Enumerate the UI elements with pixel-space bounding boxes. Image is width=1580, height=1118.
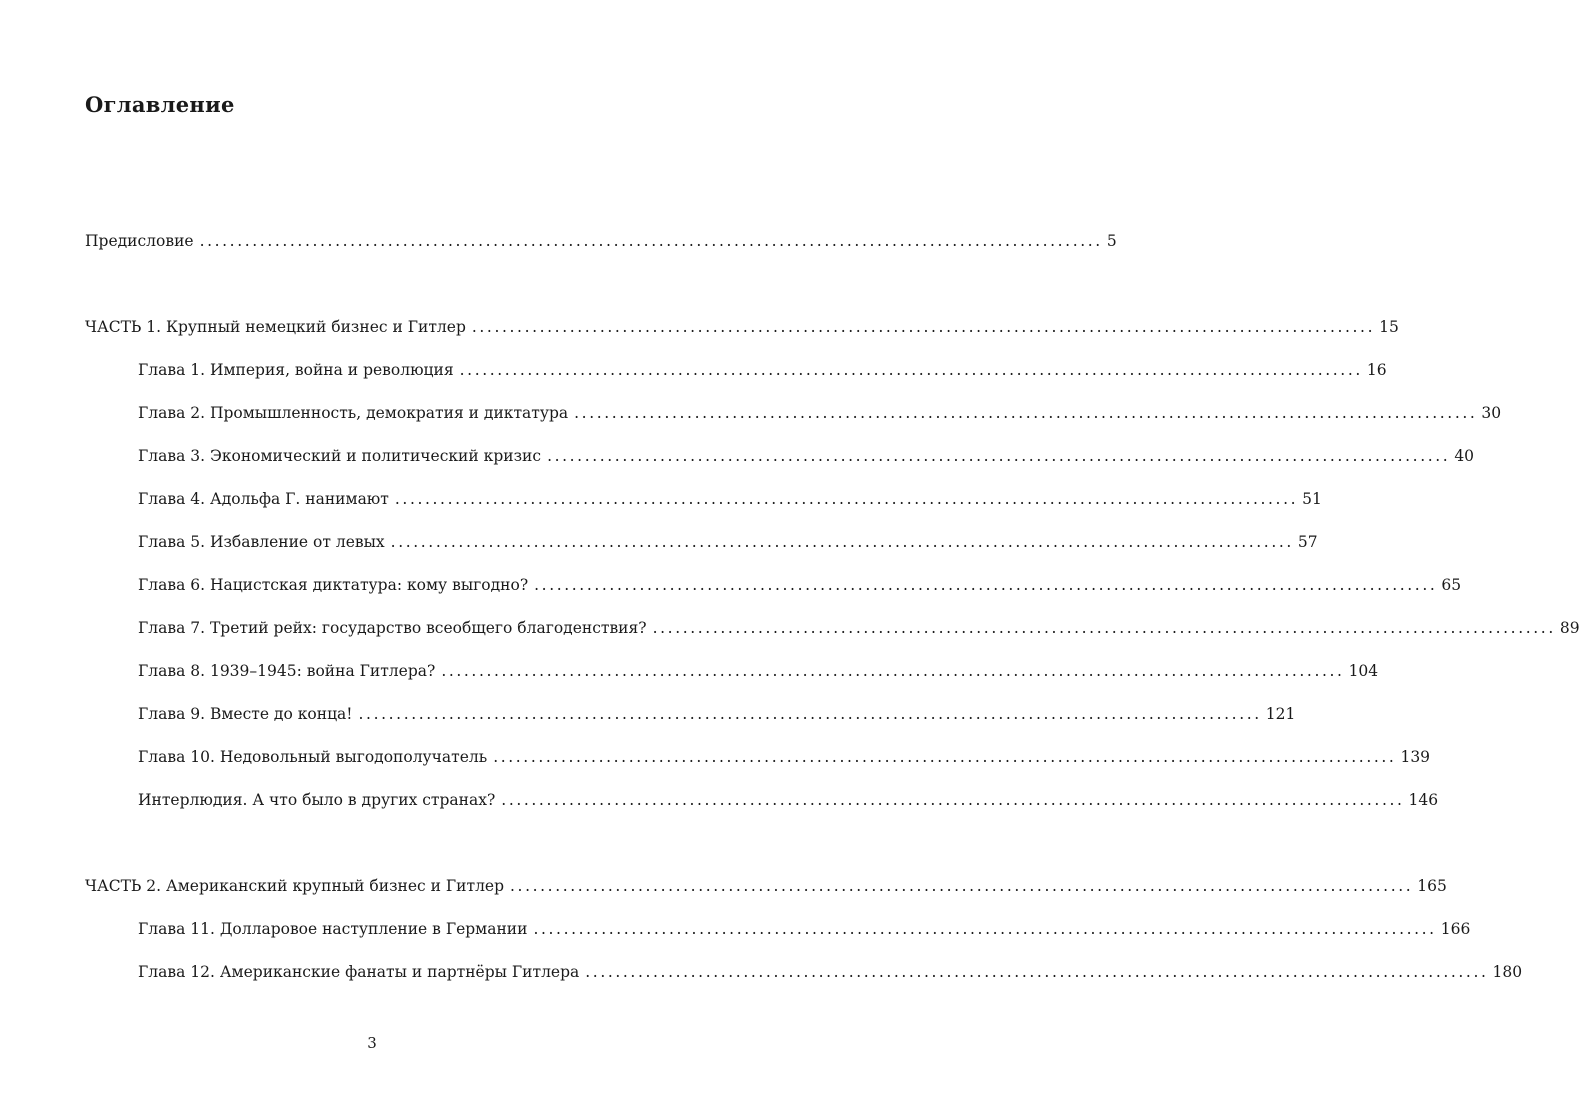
- toc-entry-interlude: [138, 788, 1439, 812]
- toc-entry-chapter-12: [138, 960, 1523, 984]
- leader-dots: ........................................................................................................................: [585, 963, 1489, 981]
- leader-dots: ........................................................................................................................: [501, 791, 1405, 809]
- page-title: Оглавление: [85, 92, 235, 117]
- leader-dots: ........................................................................................................................: [471, 318, 1376, 336]
- entry-label: Предисловие: [85, 232, 194, 250]
- entry-label: Глава 4. Адольфа Г. нанимают: [138, 490, 389, 508]
- entry-page: 165: [1417, 877, 1447, 895]
- toc-entry-chapter-11: [138, 917, 1471, 941]
- toc-entry-chapter-8: [138, 659, 1379, 683]
- leader-dots: ........................................................................................................................: [574, 404, 1478, 422]
- entry-page: 89: [1559, 619, 1580, 637]
- toc-entry-chapter-9: [138, 702, 1296, 726]
- entry-label: Глава 10. Недовольный выгодополучатель: [138, 748, 488, 766]
- entry-page: 146: [1408, 791, 1439, 809]
- entry-label: Глава 11. Долларовое наступление в Германии: [138, 920, 528, 938]
- toc-entry-chapter-1: [138, 358, 1387, 382]
- entry-page: 65: [1441, 576, 1462, 594]
- entry-page: 121: [1265, 705, 1296, 723]
- toc-entry-chapter-5: [138, 530, 1318, 554]
- leader-dots: ........................................................................................................................: [652, 619, 1556, 637]
- leader-dots: ........................................................................................................................: [390, 533, 1294, 551]
- toc-entry-preface: [85, 229, 1117, 253]
- leader-dots: ........................................................................................................................: [394, 490, 1299, 508]
- entry-label: Глава 7. Третий рейх: государство всеобщего благоденствия?: [138, 619, 647, 637]
- toc-entry-chapter-2: [138, 401, 1502, 425]
- toc-entry-chapter-10: [138, 745, 1431, 769]
- entry-label: Глава 12. Американские фанаты и партнёры Гитлера: [138, 963, 580, 981]
- entry-label: Глава 6. Нацистская диктатура: кому выгодно?: [138, 576, 529, 594]
- entry-page: 16: [1366, 361, 1387, 379]
- entry-page: 30: [1481, 404, 1502, 422]
- toc-entry-chapter-7: [138, 616, 1580, 640]
- entry-page: 5: [1106, 232, 1117, 250]
- entry-label: Глава 9. Вместе до конца!: [138, 705, 353, 723]
- leader-dots: ........................................................................................................................: [459, 361, 1363, 379]
- entry-label: ЧАСТЬ 2. Американский крупный бизнес и Гитлер: [85, 877, 505, 895]
- leader-dots: ........................................................................................................................: [358, 705, 1262, 723]
- toc-entry-chapter-6: [138, 573, 1462, 597]
- leader-dots: ........................................................................................................................: [533, 920, 1437, 938]
- toc-entry-part-2: [85, 874, 1447, 898]
- leader-dots: ........................................................................................................................: [441, 662, 1345, 680]
- leader-dots: ........................................................................................................................: [493, 748, 1397, 766]
- entry-page: 51: [1302, 490, 1322, 508]
- entry-page: 104: [1348, 662, 1379, 680]
- toc-entry-chapter-4: [138, 487, 1322, 511]
- entry-label: Глава 2. Промышленность, демократия и диктатура: [138, 404, 569, 422]
- leader-dots: ........................................................................................................................: [510, 877, 1414, 895]
- entry-label: Глава 1. Империя, война и революция: [138, 361, 454, 379]
- entry-page: 40: [1454, 447, 1475, 465]
- entry-page: 166: [1440, 920, 1471, 938]
- leader-dots: ........................................................................................................................: [534, 576, 1438, 594]
- entry-label: Глава 3. Экономический и политический кризис: [138, 447, 542, 465]
- leader-dots: ........................................................................................................................: [199, 232, 1103, 250]
- page-number: 3: [367, 1034, 377, 1052]
- entry-page: 139: [1400, 748, 1431, 766]
- leader-dots: ........................................................................................................................: [547, 447, 1451, 465]
- entry-page: 15: [1379, 318, 1399, 336]
- entry-label: Глава 8. 1939–1945: война Гитлера?: [138, 662, 436, 680]
- entry-page: 180: [1492, 963, 1523, 981]
- toc-entry-part-1: [85, 315, 1399, 339]
- toc-entry-chapter-3: [138, 444, 1475, 468]
- entry-page: 57: [1297, 533, 1318, 551]
- entry-label: Глава 5. Избавление от левых: [138, 533, 385, 551]
- entry-label: Интерлюдия. А что было в других странах?: [138, 791, 496, 809]
- entry-label: ЧАСТЬ 1. Крупный немецкий бизнес и Гитлер: [85, 318, 466, 336]
